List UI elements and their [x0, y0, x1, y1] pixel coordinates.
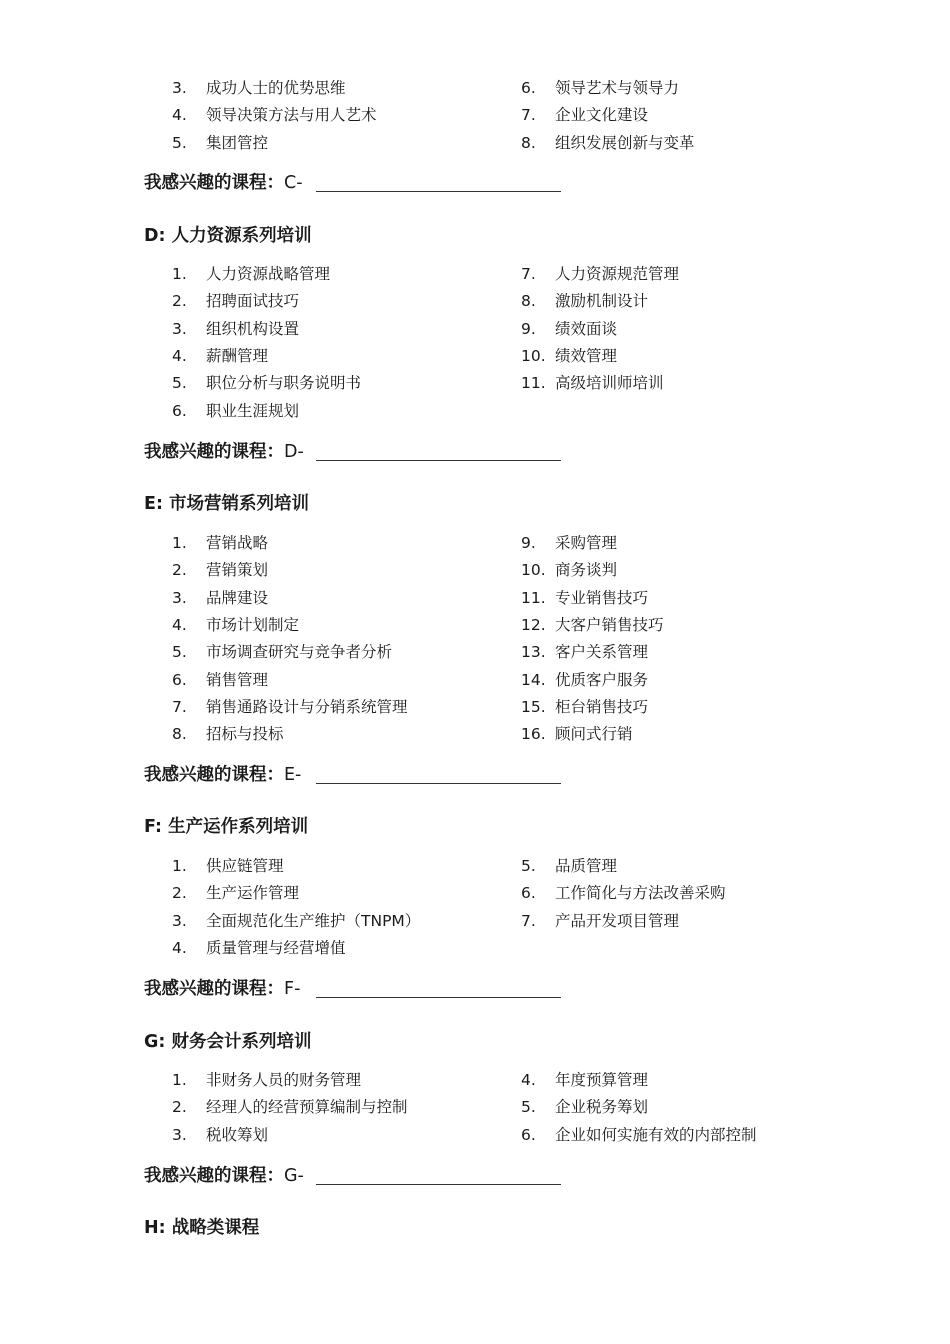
course-title: 市场调查研究与竞争者分析	[206, 643, 393, 662]
interest-label: 我感兴趣的课程：	[144, 442, 284, 462]
course-number: 9.	[521, 534, 536, 552]
section-heading-g: G: 财务会计系列培训	[144, 1032, 312, 1052]
course-title: 供应链管理	[206, 857, 284, 875]
course-title: 品质管理	[555, 857, 618, 875]
course-number: 6.	[521, 1125, 536, 1144]
course-title: 营销战略	[206, 534, 269, 552]
course-number: 2.	[172, 292, 187, 311]
course-title: 全面规范化生产维护（TNPM）	[206, 911, 421, 930]
course-number: 14.	[521, 670, 546, 689]
course-title: 柜台销售技巧	[555, 697, 649, 716]
course-number: 2.	[172, 561, 187, 580]
course-number: 11.	[521, 374, 546, 393]
course-number: 5.	[521, 857, 536, 875]
interest-line-g	[144, 1163, 304, 1189]
course-title: 人力资源规范管理	[555, 265, 680, 283]
course-title: 绩效管理	[555, 346, 618, 365]
course-number: 13.	[521, 643, 546, 662]
course-title: 非财务人员的财务管理	[206, 1071, 362, 1089]
course-number: 15.	[521, 697, 546, 716]
interest-answer-blank[interactable]	[316, 1184, 561, 1185]
course-number: 5.	[172, 374, 187, 393]
course-title: 企业如何实施有效的内部控制	[555, 1125, 757, 1144]
course-title: 产品开发项目管理	[555, 911, 680, 930]
course-title: 集团管控	[206, 133, 269, 152]
course-number: 1.	[172, 265, 187, 283]
course-number: 11.	[521, 588, 546, 607]
course-number: 3.	[172, 79, 187, 97]
course-number: 1.	[172, 534, 187, 552]
course-title: 税收筹划	[206, 1125, 269, 1144]
course-number: 12.	[521, 615, 546, 634]
interest-label: 我感兴趣的课程：	[144, 979, 284, 999]
course-title: 企业税务筹划	[555, 1098, 649, 1117]
course-number: 5.	[172, 133, 187, 152]
course-title: 组织发展创新与变革	[555, 133, 695, 152]
course-title: 销售管理	[206, 670, 269, 689]
course-number: 10.	[521, 561, 546, 580]
interest-label: 我感兴趣的课程：	[144, 1166, 284, 1186]
course-number: 6.	[172, 401, 187, 420]
course-title: 招标与投标	[206, 725, 284, 744]
course-title: 薪酬管理	[206, 346, 269, 365]
course-number: 4.	[521, 1071, 536, 1089]
course-title: 客户关系管理	[555, 643, 649, 662]
course-number: 1.	[172, 857, 187, 875]
course-title: 经理人的经营预算编制与控制	[206, 1098, 408, 1117]
course-number: 6.	[521, 79, 536, 97]
course-number: 5.	[521, 1098, 536, 1117]
course-number: 8.	[521, 133, 536, 152]
interest-prefix: E-	[284, 765, 302, 785]
interest-answer-blank[interactable]	[316, 460, 561, 461]
course-number: 16.	[521, 725, 546, 744]
course-title: 工作简化与方法改善采购	[555, 884, 726, 903]
course-title: 绩效面谈	[555, 319, 618, 338]
course-number: 7.	[172, 697, 187, 716]
course-number: 1.	[172, 1071, 187, 1089]
course-title: 成功人士的优势思维	[206, 79, 346, 97]
course-title: 商务谈判	[555, 561, 618, 580]
course-number: 10.	[521, 346, 546, 365]
course-number: 7.	[521, 911, 536, 930]
course-title: 激励机制设计	[555, 292, 649, 311]
course-number: 6.	[172, 670, 187, 689]
course-title: 企业文化建设	[555, 106, 649, 125]
course-title: 品牌建设	[206, 588, 269, 607]
course-number: 8.	[172, 725, 187, 744]
interest-prefix: F-	[284, 979, 301, 999]
course-number: 5.	[172, 643, 187, 662]
section-heading-d: D: 人力资源系列培训	[144, 226, 312, 246]
course-title: 大客户销售技巧	[555, 615, 664, 634]
course-title: 职位分析与职务说明书	[206, 374, 362, 393]
interest-line-f	[144, 976, 300, 1002]
course-number: 4.	[172, 106, 187, 125]
section-heading-h: H: 战略类课程	[144, 1218, 260, 1238]
interest-line-e	[144, 762, 301, 788]
interest-label: 我感兴趣的课程：	[144, 173, 284, 193]
interest-prefix: D-	[284, 442, 304, 462]
course-title: 生产运作管理	[206, 884, 300, 903]
course-title: 组织机构设置	[206, 319, 300, 338]
course-number: 3.	[172, 911, 187, 930]
course-number: 4.	[172, 615, 187, 634]
course-title: 专业销售技巧	[555, 588, 649, 607]
section-heading-e: E: 市场营销系列培训	[144, 494, 310, 514]
course-title: 顾问式行销	[555, 725, 633, 744]
course-title: 营销策划	[206, 561, 269, 580]
course-number: 4.	[172, 938, 187, 957]
course-number: 9.	[521, 319, 536, 338]
interest-line-c	[144, 170, 303, 196]
course-number: 4.	[172, 346, 187, 365]
course-number: 3.	[172, 319, 187, 338]
course-title: 市场计划制定	[206, 615, 300, 634]
section-heading-f: F: 生产运作系列培训	[144, 817, 309, 837]
course-title: 质量管理与经营增值	[206, 938, 346, 957]
course-title: 领导决策方法与用人艺术	[206, 106, 377, 125]
course-number: 2.	[172, 884, 187, 903]
course-title: 年度预算管理	[555, 1071, 649, 1089]
course-title: 采购管理	[555, 534, 618, 552]
course-title: 高级培训师培训	[555, 374, 664, 393]
course-number: 7.	[521, 265, 536, 283]
interest-prefix: G-	[284, 1166, 304, 1186]
course-title: 销售通路设计与分销系统管理	[206, 697, 408, 716]
course-title: 优质客户服务	[555, 670, 649, 689]
course-number: 3.	[172, 588, 187, 607]
course-title: 职业生涯规划	[206, 401, 300, 420]
course-number: 8.	[521, 292, 536, 311]
course-title: 招聘面试技巧	[206, 292, 300, 311]
course-number: 6.	[521, 884, 536, 903]
interest-line-d	[144, 439, 304, 465]
course-number: 2.	[172, 1098, 187, 1117]
interest-label: 我感兴趣的课程：	[144, 765, 284, 785]
interest-prefix: C-	[284, 173, 303, 193]
course-number: 3.	[172, 1125, 187, 1144]
interest-answer-blank[interactable]	[316, 783, 561, 784]
course-number: 7.	[521, 106, 536, 125]
course-title: 领导艺术与领导力	[555, 79, 680, 97]
interest-answer-blank[interactable]	[316, 997, 561, 998]
interest-answer-blank[interactable]	[316, 191, 561, 192]
course-title: 人力资源战略管理	[206, 265, 331, 283]
